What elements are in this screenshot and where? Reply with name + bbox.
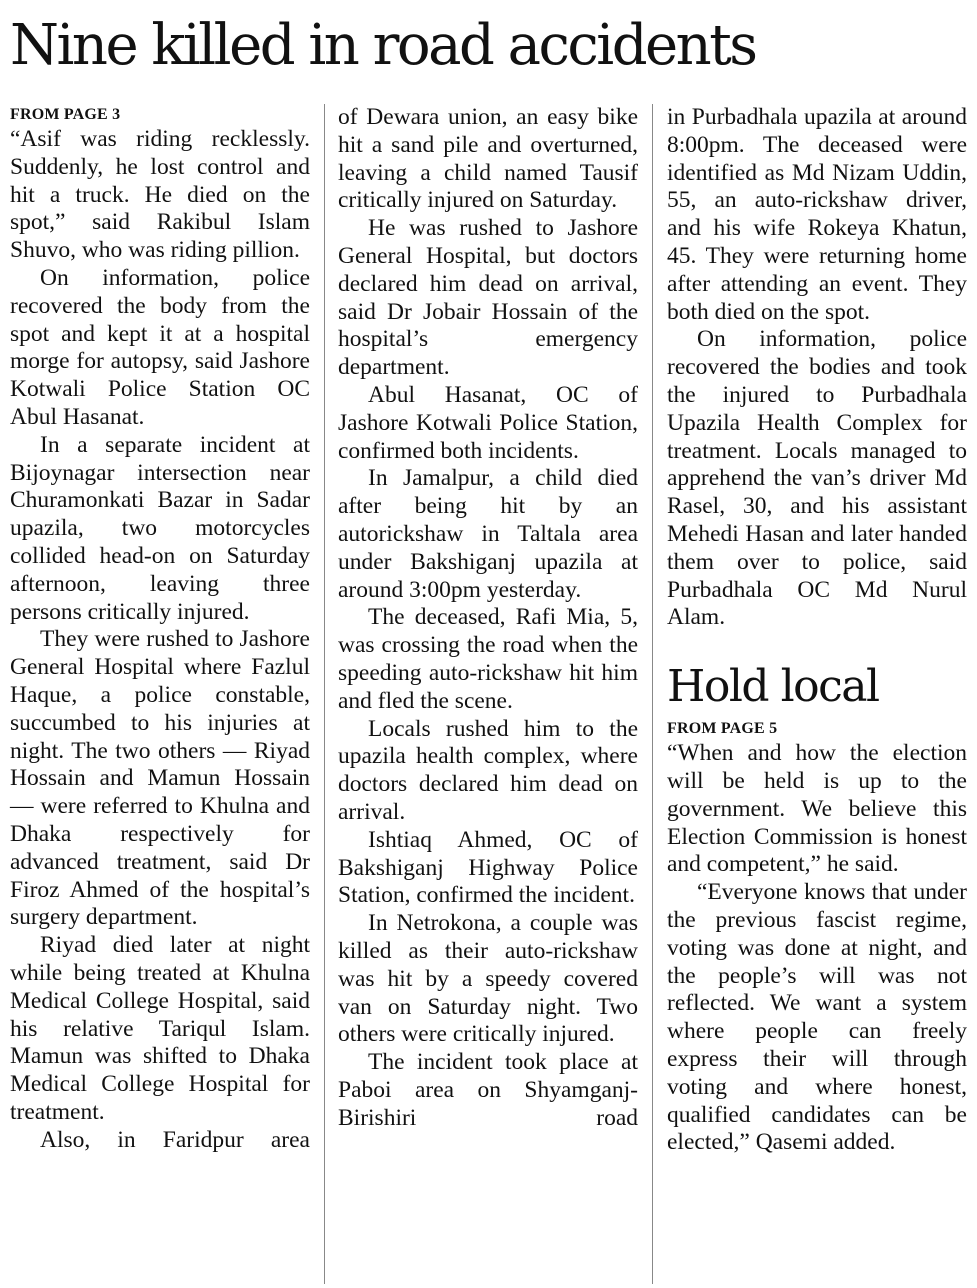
paragraph: Locals rushed him to the upazila health complex, where doctors declared him dead on arrival. — [338, 715, 638, 825]
article-column-2 — [338, 104, 638, 1132]
column-rule-1 — [324, 104, 325, 1284]
paragraph: In Jamalpur, a child died after being hit by an autorickshaw in Taltala area under Bakshiganj upazila at around 3:00pm yesterday. — [338, 465, 638, 603]
paragraph: “When and how the election will be held is up to the government. We believe this Election Commission is honest and competent,” he said. — [667, 740, 967, 878]
article-column-3 — [667, 104, 967, 1157]
paragraph: In Netrokona, a couple was killed as their auto-rickshaw was hit by a speedy covered van on Saturday night. Two others were critically injured. — [338, 910, 638, 1048]
paragraph: Riyad died later at night while being treated at Khulna Medical College Hospital, said his relative Tariqul Islam. Mamun was shifted to Dhaka Medical College Hospital for treatment. — [10, 932, 310, 1125]
paragraph: The deceased, Rafi Mia, 5, was crossing the road when the speeding auto-rickshaw hit him and fled the scene. — [338, 604, 638, 714]
paragraph: in Purbadhala upazila at around 8:00pm. The deceased were identified as Md Nizam Uddin, 55, an auto-rickshaw driver, and his wife Rokeya Khatun, 45. They were returning home after attending an event. They both died on the spot. — [667, 104, 967, 325]
paragraph: “Everyone knows that under the previous fascist regime, voting was done at night, and the people’s will was not reflected. We want a system where people can freely express their will through voting and where honest, qualified candidates can be elected,” Qasemi added. — [667, 879, 967, 1156]
column-rule-2 — [652, 104, 653, 1284]
paragraph: Ishtiaq Ahmed, OC of Bakshiganj Highway Police Station, confirmed the incident. — [338, 826, 638, 909]
paragraph: In a separate incident at Bijoynagar intersection near Churamonkati Bazar in Sadar upazila, two motorcycles collided head-on on Saturday afternoon, leaving three persons critically injured. — [10, 431, 310, 625]
paragraph-continued: Also, in Faridpur area — [40, 1126, 310, 1153]
paragraph: He was rushed to Jashore General Hospital, but doctors declared him dead on arrival, said Dr Jobair Hossain of the hospital’s emergency department. — [338, 215, 638, 381]
article-column-1 — [10, 106, 310, 1154]
paragraph: On information, police recovered the bodies and took the injured to Purbadhala Upazila Health Complex for treatment. Locals managed to apprehend the van’s driver Md Rasel, 30, and his assistant Mehedi Hasan and later handed them over to police, said Purbadhala OC Md Nurul Alam. — [667, 326, 967, 631]
paragraph: of Dewara union, an easy bike hit a sand pile and overturned, leaving a child named Tausif critically injured on Saturday. — [338, 104, 638, 214]
paragraph-continued: The incident took place at Paboi area on Shyamganj-Birishiri road — [338, 1049, 638, 1131]
paragraph: On information, police recovered the body from the spot and kept it at a hospital morge for autopsy, said Jashore Kotwali Police Station OC Abul Hasanat. — [10, 264, 310, 430]
story-kicker: FROM PAGE 3 — [10, 106, 121, 123]
paragraph: “Asif was riding recklessly. Suddenly, he lost control and hit a truck. He died on the spot,” said Rakibul Islam Shuvo, who was riding pillion. — [10, 126, 310, 264]
headline: Nine killed in road accidents — [10, 13, 756, 78]
story-kicker: FROM PAGE 5 — [667, 720, 778, 738]
paragraph: They were rushed to Jashore General Hospital where Fazlul Haque, a police constable, succumbed to his injuries at night. The two others — Riyad Hossain and Mamun Hossain — were referred to Khulna and Dhaka respectively for advanced treatment, said Dr Firoz Ahmed of the hospital’s surgery department. — [10, 626, 310, 931]
second-headline: Hold local — [667, 661, 879, 713]
paragraph: Abul Hasanat, OC of Jashore Kotwali Police Station, confirmed both incidents. — [338, 381, 638, 464]
